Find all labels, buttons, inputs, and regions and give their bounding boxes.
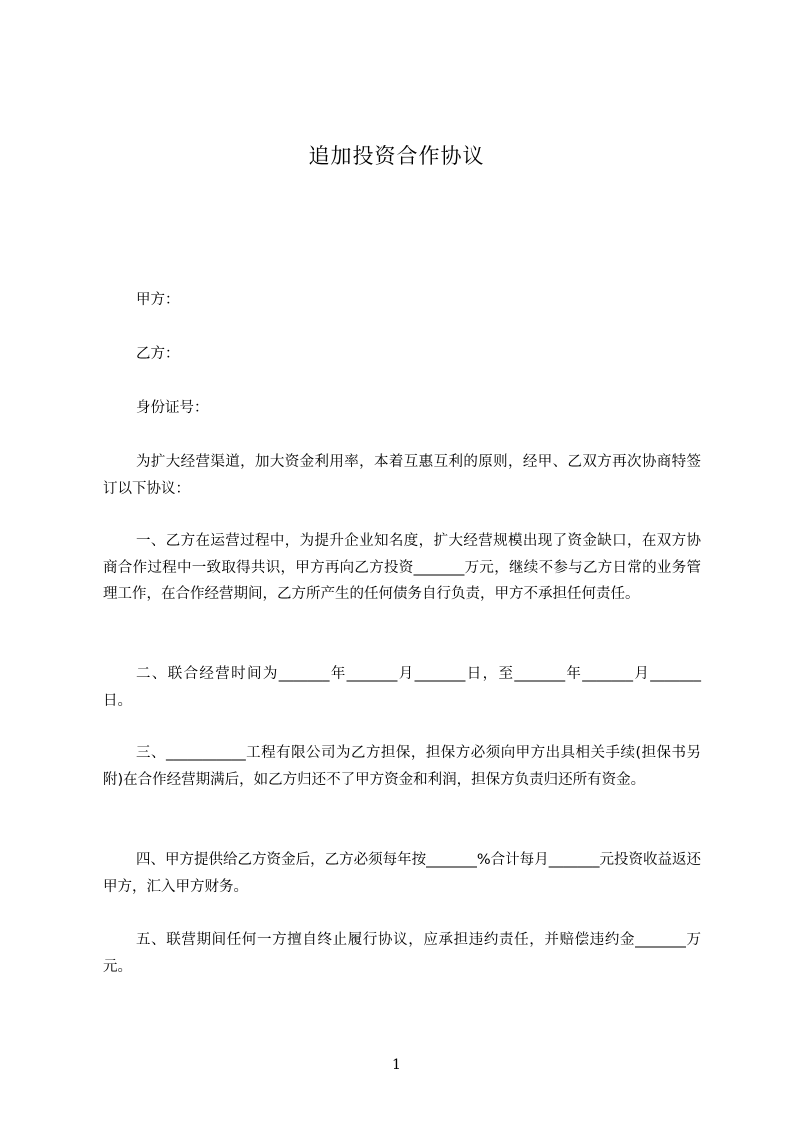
clause-3: 三、___________工程有限公司为乙方担保，担保方必须向甲方出具相关手续(担保书另附)在合作经营期满后，如乙方归还不了甲方资金和利润，担保方负责归还所有资金。 — [103, 745, 701, 788]
clause-1: 一、乙方在运营过程中，为提升企业知名度，扩大经营规模出现了资金缺口，在双方协商合作过程中一致取得共识，甲方再向乙方投资_______万元，继续不参与乙方日常的业务管理工作，在合作经营期间，乙方所产生的任何债务自行负责，甲方不承担任何责任。 — [103, 533, 701, 602]
document-title: 追加投资合作协议 — [308, 144, 485, 168]
page-number: 1 — [392, 1057, 401, 1073]
clause-2: 二、联合经营时间为_______年_______月_______日，至_______年_______月_______日。 — [103, 666, 701, 709]
preamble-paragraph: 为扩大经营渠道，加大资金利用率，本着互惠互利的原则，经甲、乙双方再次协商特签订以下协议： — [103, 454, 701, 497]
clause-4: 四、甲方提供给乙方资金后，乙方必须每年按_______%合计每月_______元投资收益返还甲方，汇入甲方财务。 — [103, 852, 701, 895]
clause-5: 五、联营期间任何一方擅自终止履行协议，应承担违约责任，并赔偿违约金_______万元。 — [103, 932, 701, 975]
id-number-line: 身份证号： — [136, 400, 209, 416]
party-a-line: 甲方： — [136, 292, 180, 308]
party-b-line: 乙方： — [136, 346, 180, 362]
